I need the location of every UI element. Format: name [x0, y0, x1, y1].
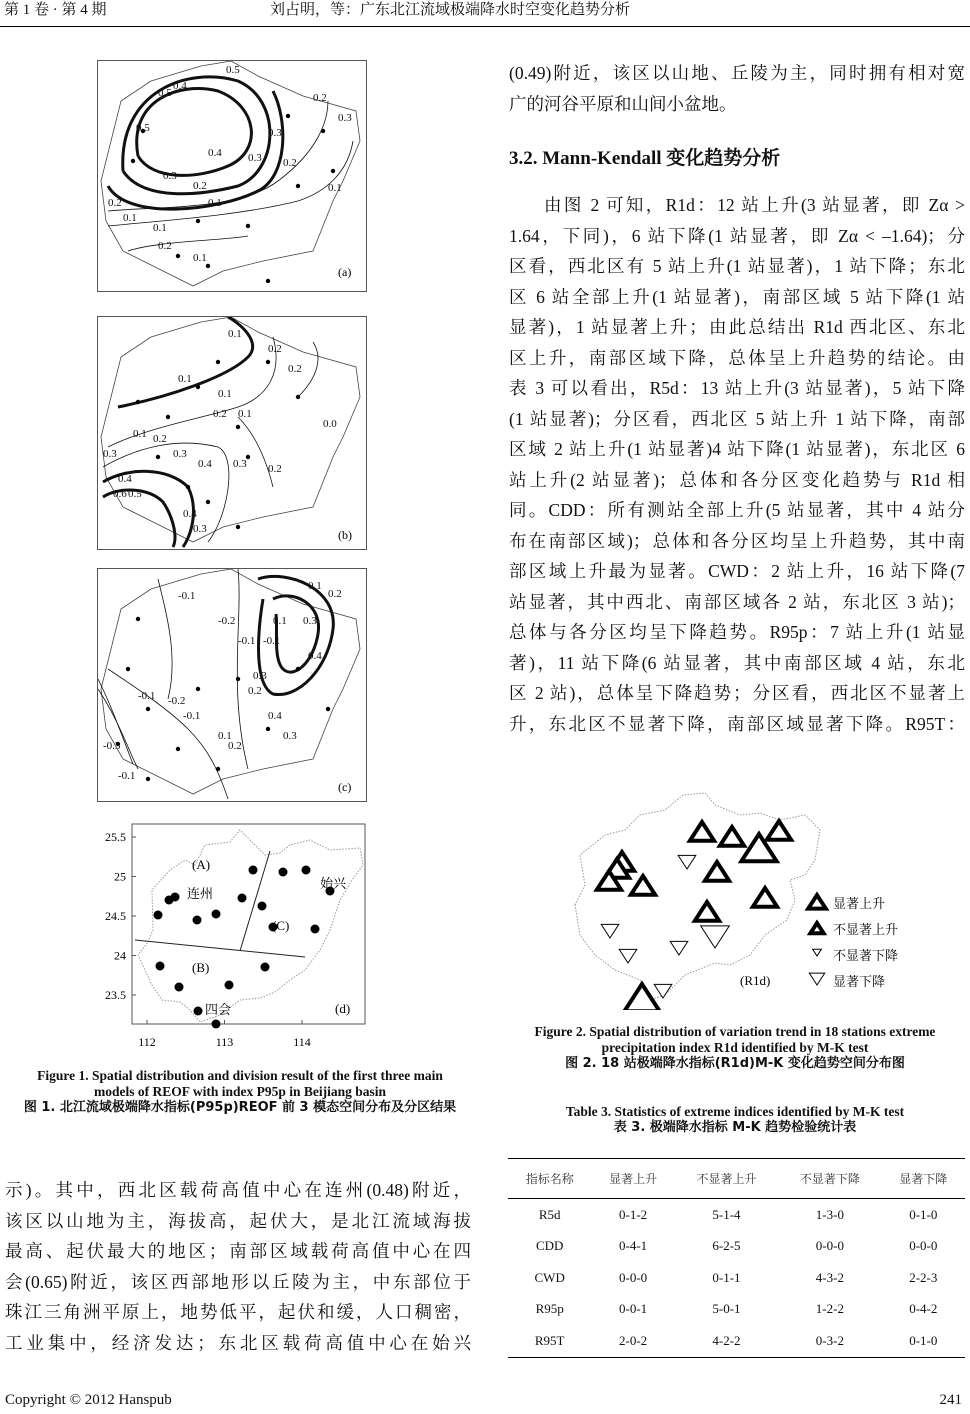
station-dots: [154, 866, 335, 1029]
station-dot: [238, 894, 247, 903]
table-cell: 0-0-0: [619, 1269, 648, 1285]
text-line: 工业集中，经济发达；东北区载荷高值中心在始兴: [5, 1332, 471, 1353]
panel-label: (a): [338, 265, 352, 279]
column-header: 不显著上升: [675, 1159, 778, 1199]
contour-label: 0.4: [183, 508, 197, 520]
figure2-caption-en: Figure 2. Spatial distribution of variation trend in 18 stations extreme precipitation index R1d identified by M-K test: [534, 1024, 936, 1055]
place-label: 连州: [187, 886, 214, 901]
text-line: 表 3 可以看出，R5d：13 站上升(3 站显著)，5 站下降: [509, 378, 965, 398]
contour-label: -0.1: [178, 590, 196, 602]
basin-outline: [138, 830, 363, 1022]
station-dot: [261, 963, 270, 972]
station-dot: [216, 360, 220, 364]
text-line: 著)，11 站下降(6 站显著，其中南部区域 4 站，东北: [509, 652, 965, 673]
increase-icon: [720, 827, 744, 846]
basin-outline: [101, 569, 360, 794]
contour-line: [108, 141, 353, 226]
increase-icon: [767, 821, 791, 840]
station-dot: [176, 747, 180, 751]
left-column-text: [5, 1175, 471, 1358]
contour-label: 0.2: [158, 240, 172, 252]
contour-label: 0.1: [178, 373, 192, 385]
contour-map-c: [98, 569, 366, 801]
station-dot: [206, 500, 210, 504]
station-dot: [249, 866, 258, 875]
station-dot: [146, 707, 150, 711]
contour-label: -0.1: [138, 690, 156, 702]
contour-label: 0.3: [163, 170, 177, 182]
contour-line: [158, 579, 172, 699]
table-cell: 5-0-1: [712, 1301, 741, 1317]
contour-label: 0.5: [158, 87, 172, 99]
contour-label: 0.1: [208, 197, 222, 209]
station-dot: [206, 264, 210, 268]
increase-icon: [690, 822, 714, 841]
table-cell: 0-0-0: [815, 1238, 844, 1254]
table3: [508, 1158, 965, 1358]
figure1-caption: [0, 1068, 480, 1116]
y-tick-label: 24.5: [105, 909, 126, 923]
contour-line: [238, 417, 273, 487]
station-dot: [176, 254, 180, 258]
figure1-panel-b: [97, 316, 367, 550]
table-cell: 0-1-1: [712, 1269, 741, 1285]
table-cell: CWD: [534, 1269, 565, 1285]
contour-label: 0.1: [308, 580, 322, 592]
contour-label: -0.1: [183, 710, 201, 722]
x-tick-label: 113: [215, 1035, 234, 1049]
figure2-legend: [808, 895, 898, 989]
contour-label: 0.4: [118, 473, 132, 485]
contour-label: 0.3: [248, 152, 262, 164]
station-dot: [279, 868, 288, 877]
contour-label: 0.3: [233, 458, 247, 470]
station-dot: [146, 777, 150, 781]
station-dot: [246, 224, 250, 228]
decrease-icon: [619, 949, 637, 963]
figure2-map: [565, 785, 925, 1010]
table-cell: 0-0-1: [619, 1301, 648, 1317]
region-label: (B): [192, 960, 210, 975]
significant-increase-icon: [624, 984, 659, 1010]
table-cell: R95T: [508, 1325, 591, 1357]
increase-icon: [810, 923, 823, 933]
y-tick-label: 25.5: [105, 830, 126, 844]
contour-label: 0.3: [303, 615, 317, 627]
significant-decrease-icon: [701, 926, 730, 948]
text-line: 站上升(2 站显著)；总体和各分区变化趋势与 R1d 相: [509, 469, 965, 490]
text-line: (1 站显著)；分区看，西北区 5 站上升 1 站下降，南部: [509, 408, 965, 429]
column-header: 显著下降: [882, 1159, 965, 1199]
text-line: 同。CDD：所有测站全部上升(5 站显著，其中 4 站分: [509, 500, 965, 520]
table-cell: 2-0-2: [591, 1325, 674, 1357]
station-dot: [193, 916, 202, 925]
station-dot: [258, 902, 267, 911]
header-volume: 第 1 卷 · 第 4 期: [4, 2, 107, 18]
station-dot: [196, 385, 200, 389]
station-dot: [236, 425, 240, 429]
region-label: (A): [192, 857, 211, 872]
table-cell: 1-2-2: [815, 1301, 844, 1317]
contour-label: 0.3: [268, 127, 282, 139]
contour-map-b: [98, 317, 366, 549]
table-cell: 0-1-0: [882, 1325, 965, 1357]
text-line: 布在南部区域)；总体和各分区均呈上升趋势，其中南: [509, 530, 965, 551]
decrease-icon: [678, 855, 696, 869]
contour-label: 0.1: [273, 615, 287, 627]
x-tick-label: 114: [293, 1035, 311, 1049]
table-cell: 0-1-2: [619, 1206, 648, 1222]
table-cell: 0-4-2: [909, 1301, 938, 1317]
contour-label: 0.1: [238, 408, 252, 420]
figure1-panel-d: [90, 820, 380, 1052]
contour-line: [98, 689, 138, 769]
footer-copyright: Copyright © 2012 Hanspub: [5, 1392, 172, 1408]
section-heading: 3.2. Mann-Kendall 变化趋势分析: [509, 148, 781, 169]
table-cell: 0-4-1: [619, 1238, 648, 1254]
contour-map-a: [98, 61, 366, 291]
contour-label: 0.4: [308, 650, 322, 662]
figure1-panel-c: [97, 568, 367, 802]
legend-label: 显著下降: [833, 974, 886, 989]
station-dot: [171, 893, 180, 902]
footer-page-number: 241: [939, 1392, 962, 1408]
contour-line: [128, 236, 248, 251]
text-line: 总体与各分区均呈下降趋势。R95p：7 站上升(1 站显: [509, 622, 965, 642]
column-header: 显著上升: [591, 1159, 674, 1199]
contour-label: 0.3: [193, 523, 207, 535]
contour-label: 0.2: [268, 343, 282, 355]
figure1-caption-en: Figure 1. Spatial distribution and division result of the first three main models of REOF with index P95p in Beijiang basin: [37, 1068, 443, 1099]
station-dot: [136, 400, 140, 404]
legend-label: 不显著下降: [833, 948, 899, 963]
legend-label: 不显著上升: [833, 922, 899, 937]
table-cell: 1-3-0: [815, 1206, 844, 1222]
contour-label: 0.4: [208, 147, 222, 159]
decrease-icon: [670, 941, 688, 955]
station-dot: [225, 981, 234, 990]
decrease-icon: [813, 949, 822, 956]
station-dot: [236, 525, 240, 529]
figure2-label: (R1d): [740, 973, 771, 988]
region-label: (C): [272, 918, 290, 933]
contour-label: 0.2: [283, 157, 297, 169]
text-line: 区 6 站全部上升(1 站显著)，南部区域 5 站下降(1 站: [509, 286, 965, 307]
contour-label: -0.2: [218, 615, 236, 627]
table-cell: 0-0-0: [909, 1238, 938, 1254]
text-line: 区看，西北区有 5 站上升(1 站显著)，1 站下降；东北: [509, 256, 965, 276]
contour-label: 0.6: [113, 488, 127, 500]
text-line: 示)。其中，西北区载荷高值中心在连州(0.48)附近，: [5, 1180, 471, 1200]
station-dot: [196, 687, 200, 691]
column-header: 指标名称: [508, 1159, 591, 1199]
contour-label: 0.4: [198, 458, 212, 470]
station-dot: [136, 617, 140, 621]
text-line: 1.64，下同)，6 站下降(1 站显著，即 Zα < –1.64)；分: [509, 225, 965, 246]
station-dot: [212, 910, 221, 919]
figure2-caption-cn: 图 2. 18 站极端降水指标(R1d)M-K 变化趋势空间分布图: [565, 1056, 905, 1071]
place-label: 始兴: [320, 876, 347, 891]
division-line: [135, 940, 305, 957]
panel-label: (c): [338, 780, 352, 794]
contour-label: 0.5: [226, 64, 240, 76]
contour-label: 0.1: [153, 222, 167, 234]
text-line: 该区以山地为主，海拔高，起伏大，是北江流域海拔: [5, 1210, 471, 1231]
station-dot: [131, 159, 135, 163]
right-column-intro: [509, 58, 965, 119]
decrease-icon: [601, 924, 619, 938]
station-dot: [166, 415, 170, 419]
increase-icon: [753, 888, 777, 907]
contour-label: 0.2: [328, 588, 342, 600]
text-line: (0.49)附近，该区以山地、丘陵为主，同时拥有相对宽: [509, 63, 965, 83]
text-line: 区 2 站)，总体呈下降趋势；分区看，西北区不显著上: [509, 683, 965, 703]
table-cell: 0-3-2: [778, 1325, 881, 1357]
station-dot: [296, 184, 300, 188]
contour-label: 0.2: [313, 92, 327, 104]
text-line: 最高、起伏最大的地区；南部区域载荷高值中心在四: [5, 1241, 471, 1261]
table-cell: 2-2-3: [909, 1269, 938, 1285]
figure1-panel-a: [97, 60, 367, 292]
contour-label: -0.2: [168, 695, 186, 707]
place-label: 四会: [205, 1002, 232, 1017]
column-header: 不显著下降: [778, 1159, 881, 1199]
station-dot: [156, 455, 160, 459]
contour-label: 0.2: [288, 363, 302, 375]
contour-label: 0.2: [268, 463, 282, 475]
station-dot: [156, 962, 165, 971]
contour-label: 0.3: [173, 448, 187, 460]
station-dot: [321, 129, 325, 133]
contour-label: 0.1: [123, 212, 137, 224]
figure2-caption: [505, 1024, 965, 1072]
table3-caption-en: Table 3. Statistics of extreme indices identified by M-K test: [565, 1104, 905, 1119]
significant-increase-icon: [808, 895, 826, 909]
contour-label: 0.1: [133, 428, 147, 440]
station-dot: [186, 485, 190, 489]
table-row: [508, 1231, 965, 1263]
station-dot: [194, 1007, 203, 1016]
table-cell: 4-2-2: [675, 1325, 778, 1357]
text-line: 会(0.65)附近，该区西部地形以丘陵为主，中东部位于: [5, 1271, 471, 1292]
contour-label: 0.5: [128, 488, 142, 500]
panel-label: (b): [338, 528, 352, 542]
table-cell: R5d: [538, 1206, 561, 1222]
station-dot: [266, 279, 270, 283]
y-tick-label: 25: [114, 869, 126, 884]
text-line: 区上升，南部区域下降，总体呈上升趋势的结论。由: [509, 347, 965, 368]
station-dot: [212, 1020, 221, 1029]
text-line: 珠江三角洲平原上，地势低平，起伏和缓，人口稠密，: [5, 1302, 471, 1322]
table-row: [508, 1325, 965, 1357]
contour-label: 0.2: [108, 197, 122, 209]
table-row: [508, 1199, 965, 1231]
x-tick-label: 112: [138, 1035, 156, 1049]
contour-label: -0.1: [118, 770, 136, 782]
contour-label: 0.1: [218, 388, 232, 400]
text-line: 广的河谷平原和山间小盆地。: [509, 93, 737, 114]
text-line: 显著)，1 站显著上升；由此总结出 R1d 西北区、东北: [509, 317, 965, 337]
contour-label: 0.2: [228, 740, 242, 752]
table3-caption-cn: 表 3. 极端降水指标 M-K 趋势检验统计表: [613, 1120, 857, 1135]
station-dot: [196, 219, 200, 223]
contour-label: -0.1: [238, 635, 256, 647]
table-cell: 6-2-5: [712, 1238, 741, 1254]
contour-label: 0.3: [283, 730, 297, 742]
decrease-icon: [654, 984, 672, 998]
station-dot: [286, 114, 290, 118]
station-dot: [296, 395, 300, 399]
contour-label: 0.3: [103, 448, 117, 460]
contour-line: [123, 77, 270, 194]
increase-icon: [631, 876, 655, 895]
station-dot: [296, 667, 300, 671]
station-dot: [266, 360, 270, 364]
station-dot: [216, 767, 220, 771]
table-row: [508, 1294, 965, 1326]
contour-line: [137, 89, 252, 176]
y-tick-label: 24: [114, 948, 126, 963]
station-dot: [126, 667, 130, 671]
contour-label: -0.1: [263, 635, 281, 647]
text-line: 升，东北区不显著下降，南部区域显著下降。R95T：: [509, 713, 965, 734]
station-dot: [236, 677, 240, 681]
contour-label: 0.2: [193, 180, 207, 192]
contour-label: 0.1: [328, 182, 342, 194]
contour-label: 0.0: [323, 418, 337, 430]
contour-label: 0.3: [253, 670, 267, 682]
panel-label: (d): [335, 1001, 351, 1016]
header-running-title: 刘占明，等：广东北江流域极端降水时空变化趋势分析: [270, 2, 631, 18]
station-dot: [175, 983, 184, 992]
contour-label: 0.4: [173, 80, 187, 92]
contour-label: 0.3: [338, 112, 352, 124]
text-line: 部区域上升最为显著。CWD：2 站上升，16 站下降(7: [509, 561, 965, 581]
contour-label: 0.1: [193, 252, 207, 264]
contour-label: -0.3: [103, 740, 121, 752]
figure1-caption-cn: 图 1. 北江流域极端降水指标(P95p)REOF 前 3 模态空间分布及分区结果: [23, 1100, 457, 1115]
station-dot: [331, 169, 335, 173]
station-dot: [266, 727, 270, 731]
table-cell: 0-1-0: [909, 1206, 938, 1222]
station-dot: [154, 911, 163, 920]
increase-icon: [705, 862, 729, 881]
table-header-row: [508, 1159, 965, 1199]
table-cell: CDD: [535, 1238, 564, 1254]
contour-label: 0.1: [228, 328, 242, 340]
significant-decrease-icon: [809, 973, 824, 985]
text-line: 由图 2 可知，R1d：12 站上升(3 站显著，即 Zα >: [544, 195, 965, 215]
contour-label: 0.1: [218, 730, 232, 742]
header-rule: [0, 26, 970, 27]
table-row: [508, 1262, 965, 1294]
table-cell: 5-1-4: [712, 1206, 741, 1222]
contour-label: 0.2: [213, 408, 227, 420]
station-dot: [311, 925, 320, 934]
increase-icon: [695, 902, 719, 921]
contour-line: [237, 569, 248, 769]
contour-label: 0.5: [136, 122, 150, 134]
table3-caption: [505, 1104, 965, 1136]
table-cell: 4-3-2: [815, 1269, 844, 1285]
y-tick-label: 23.5: [105, 988, 126, 1002]
text-line: 站显著，其中西北、南部区域各 2 站，东北区 3 站)；: [509, 591, 965, 612]
table-cell: R95p: [535, 1301, 564, 1317]
station-dot: [302, 866, 311, 875]
contour-label: 0.4: [268, 710, 282, 722]
legend-label: 显著上升: [833, 896, 886, 911]
text-line: 区域 2 站上升(1 站显著)4 站下降(1 站显著)，东北区 6: [509, 439, 965, 459]
contour-label: 0.2: [248, 685, 262, 697]
right-column-text: [509, 190, 965, 739]
contour-label: 0.2: [153, 433, 167, 445]
station-dot: [326, 707, 330, 711]
